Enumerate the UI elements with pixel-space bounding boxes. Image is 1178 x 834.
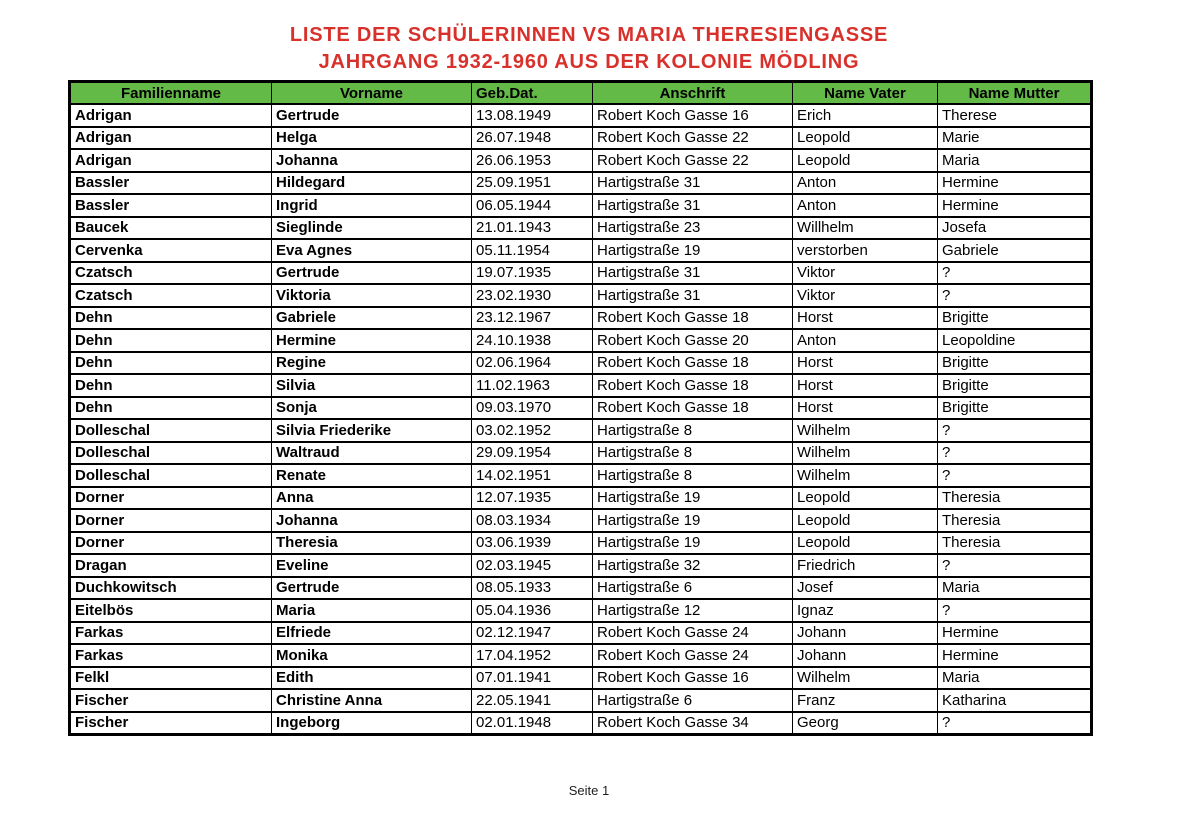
cell-name-mutter: Hermine xyxy=(938,622,1092,645)
cell-geb-dat: 24.10.1938 xyxy=(472,329,593,352)
cell-vorname: Regine xyxy=(272,352,472,375)
cell-anschrift: Hartigstraße 31 xyxy=(593,262,793,285)
cell-vorname: Johanna xyxy=(272,509,472,532)
table-row xyxy=(70,689,1092,712)
table-row xyxy=(70,127,1092,150)
cell-name-vater: Horst xyxy=(793,307,938,330)
cell-name-vater: Anton xyxy=(793,172,938,195)
cell-anschrift: Robert Koch Gasse 24 xyxy=(593,644,793,667)
cell-name-vater: Leopold xyxy=(793,532,938,555)
cell-familienname: Adrigan xyxy=(70,149,272,172)
cell-geb-dat: 06.05.1944 xyxy=(472,194,593,217)
cell-name-mutter: ? xyxy=(938,554,1092,577)
cell-name-mutter: ? xyxy=(938,442,1092,465)
table-row xyxy=(70,554,1092,577)
cell-familienname: Czatsch xyxy=(70,284,272,307)
col-header-geb-dat: Geb.Dat. xyxy=(472,82,593,105)
col-header-familienname: Familienname xyxy=(70,82,272,105)
table-row xyxy=(70,442,1092,465)
cell-vorname: Elfriede xyxy=(272,622,472,645)
cell-anschrift: Robert Koch Gasse 16 xyxy=(593,104,793,127)
cell-name-mutter: Brigitte xyxy=(938,352,1092,375)
document-title xyxy=(0,22,1178,76)
cell-familienname: Dolleschal xyxy=(70,464,272,487)
table-row xyxy=(70,599,1092,622)
cell-vorname: Anna xyxy=(272,487,472,510)
table-row xyxy=(70,509,1092,532)
cell-familienname: Dolleschal xyxy=(70,442,272,465)
cell-vorname: Silvia xyxy=(272,374,472,397)
cell-name-vater: Friedrich xyxy=(793,554,938,577)
table-row xyxy=(70,712,1092,735)
col-header-vorname: Vorname xyxy=(272,82,472,105)
cell-geb-dat: 23.02.1930 xyxy=(472,284,593,307)
cell-familienname: Dorner xyxy=(70,509,272,532)
cell-name-vater: Willhelm xyxy=(793,217,938,240)
table-row xyxy=(70,329,1092,352)
cell-familienname: Dolleschal xyxy=(70,419,272,442)
cell-familienname: Eitelbös xyxy=(70,599,272,622)
cell-familienname: Farkas xyxy=(70,644,272,667)
cell-geb-dat: 14.02.1951 xyxy=(472,464,593,487)
cell-anschrift: Hartigstraße 6 xyxy=(593,689,793,712)
cell-geb-dat: 25.09.1951 xyxy=(472,172,593,195)
table-row xyxy=(70,667,1092,690)
cell-anschrift: Robert Koch Gasse 16 xyxy=(593,667,793,690)
cell-name-vater: Josef xyxy=(793,577,938,600)
cell-geb-dat: 03.06.1939 xyxy=(472,532,593,555)
table-row xyxy=(70,487,1092,510)
cell-familienname: Dragan xyxy=(70,554,272,577)
cell-vorname: Edith xyxy=(272,667,472,690)
cell-anschrift: Robert Koch Gasse 18 xyxy=(593,352,793,375)
cell-geb-dat: 12.07.1935 xyxy=(472,487,593,510)
title-line-1: LISTE DER SCHÜLERINNEN VS MARIA THERESIENGASSE xyxy=(289,24,889,46)
cell-name-mutter: ? xyxy=(938,599,1092,622)
cell-name-mutter: Hermine xyxy=(938,644,1092,667)
cell-name-vater: Wilhelm xyxy=(793,442,938,465)
cell-anschrift: Hartigstraße 32 xyxy=(593,554,793,577)
cell-name-mutter: Maria xyxy=(938,667,1092,690)
table-row xyxy=(70,644,1092,667)
cell-anschrift: Hartigstraße 19 xyxy=(593,509,793,532)
title-line-2: JAHRGANG 1932-1960 AUS DER KOLONIE MÖDLING xyxy=(318,51,860,73)
cell-name-vater: Wilhelm xyxy=(793,667,938,690)
cell-familienname: Adrigan xyxy=(70,104,272,127)
table-row xyxy=(70,374,1092,397)
table-row xyxy=(70,464,1092,487)
cell-name-vater: Leopold xyxy=(793,509,938,532)
cell-geb-dat: 23.12.1967 xyxy=(472,307,593,330)
table-row xyxy=(70,577,1092,600)
cell-name-vater: Ignaz xyxy=(793,599,938,622)
cell-vorname: Ingrid xyxy=(272,194,472,217)
cell-vorname: Helga xyxy=(272,127,472,150)
cell-vorname: Monika xyxy=(272,644,472,667)
cell-name-mutter: Leopoldine xyxy=(938,329,1092,352)
cell-name-mutter: Brigitte xyxy=(938,374,1092,397)
cell-name-vater: Leopold xyxy=(793,149,938,172)
cell-familienname: Dehn xyxy=(70,352,272,375)
cell-name-mutter: Maria xyxy=(938,577,1092,600)
cell-name-mutter: Maria xyxy=(938,149,1092,172)
cell-geb-dat: 05.04.1936 xyxy=(472,599,593,622)
table-row xyxy=(70,194,1092,217)
col-header-name-mutter: Name Mutter xyxy=(938,82,1092,105)
cell-anschrift: Robert Koch Gasse 18 xyxy=(593,397,793,420)
cell-geb-dat: 17.04.1952 xyxy=(472,644,593,667)
cell-familienname: Bassler xyxy=(70,194,272,217)
cell-name-mutter: ? xyxy=(938,712,1092,735)
cell-vorname: Gabriele xyxy=(272,307,472,330)
cell-name-vater: Leopold xyxy=(793,487,938,510)
cell-name-vater: Wilhelm xyxy=(793,464,938,487)
cell-vorname: Christine Anna xyxy=(272,689,472,712)
cell-familienname: Fischer xyxy=(70,689,272,712)
cell-name-mutter: ? xyxy=(938,419,1092,442)
cell-geb-dat: 19.07.1935 xyxy=(472,262,593,285)
cell-name-vater: verstorben xyxy=(793,239,938,262)
cell-anschrift: Hartigstraße 19 xyxy=(593,487,793,510)
cell-familienname: Dehn xyxy=(70,307,272,330)
cell-anschrift: Robert Koch Gasse 22 xyxy=(593,149,793,172)
cell-familienname: Fischer xyxy=(70,712,272,735)
cell-vorname: Sonja xyxy=(272,397,472,420)
cell-anschrift: Hartigstraße 31 xyxy=(593,284,793,307)
cell-name-mutter: Hermine xyxy=(938,172,1092,195)
cell-geb-dat: 08.03.1934 xyxy=(472,509,593,532)
cell-anschrift: Hartigstraße 6 xyxy=(593,577,793,600)
cell-vorname: Silvia Friederike xyxy=(272,419,472,442)
table-row xyxy=(70,532,1092,555)
table-row xyxy=(70,172,1092,195)
cell-name-vater: Viktor xyxy=(793,262,938,285)
cell-name-vater: Horst xyxy=(793,352,938,375)
table-row xyxy=(70,307,1092,330)
cell-name-vater: Georg xyxy=(793,712,938,735)
cell-familienname: Dehn xyxy=(70,374,272,397)
cell-anschrift: Robert Koch Gasse 24 xyxy=(593,622,793,645)
cell-geb-dat: 02.06.1964 xyxy=(472,352,593,375)
cell-anschrift: Hartigstraße 31 xyxy=(593,172,793,195)
cell-anschrift: Hartigstraße 31 xyxy=(593,194,793,217)
header-row xyxy=(70,82,1092,105)
cell-geb-dat: 02.01.1948 xyxy=(472,712,593,735)
cell-name-mutter: Josefa xyxy=(938,217,1092,240)
cell-familienname: Adrigan xyxy=(70,127,272,150)
cell-vorname: Hermine xyxy=(272,329,472,352)
cell-familienname: Farkas xyxy=(70,622,272,645)
cell-anschrift: Robert Koch Gasse 22 xyxy=(593,127,793,150)
cell-vorname: Sieglinde xyxy=(272,217,472,240)
col-header-anschrift: Anschrift xyxy=(593,82,793,105)
cell-familienname: Felkl xyxy=(70,667,272,690)
cell-name-mutter: ? xyxy=(938,284,1092,307)
cell-anschrift: Hartigstraße 8 xyxy=(593,442,793,465)
cell-name-vater: Franz xyxy=(793,689,938,712)
cell-name-mutter: Brigitte xyxy=(938,307,1092,330)
cell-name-vater: Wilhelm xyxy=(793,419,938,442)
cell-anschrift: Hartigstraße 19 xyxy=(593,239,793,262)
cell-geb-dat: 02.12.1947 xyxy=(472,622,593,645)
table-row xyxy=(70,352,1092,375)
cell-familienname: Dehn xyxy=(70,329,272,352)
cell-anschrift: Robert Koch Gasse 34 xyxy=(593,712,793,735)
cell-name-mutter: Brigitte xyxy=(938,397,1092,420)
students-table xyxy=(68,80,1093,736)
cell-geb-dat: 26.06.1953 xyxy=(472,149,593,172)
page-number: Seite 1 xyxy=(568,783,610,798)
cell-name-mutter: Marie xyxy=(938,127,1092,150)
cell-vorname: Johanna xyxy=(272,149,472,172)
cell-anschrift: Hartigstraße 19 xyxy=(593,532,793,555)
cell-anschrift: Robert Koch Gasse 18 xyxy=(593,307,793,330)
table-row xyxy=(70,397,1092,420)
cell-geb-dat: 21.01.1943 xyxy=(472,217,593,240)
cell-name-vater: Horst xyxy=(793,374,938,397)
cell-name-mutter: Katharina xyxy=(938,689,1092,712)
cell-anschrift: Robert Koch Gasse 20 xyxy=(593,329,793,352)
cell-name-vater: Johann xyxy=(793,622,938,645)
cell-geb-dat: 08.05.1933 xyxy=(472,577,593,600)
cell-geb-dat: 13.08.1949 xyxy=(472,104,593,127)
table-row xyxy=(70,149,1092,172)
cell-familienname: Czatsch xyxy=(70,262,272,285)
cell-name-vater: Erich xyxy=(793,104,938,127)
cell-vorname: Gertrude xyxy=(272,577,472,600)
cell-vorname: Hildegard xyxy=(272,172,472,195)
cell-name-mutter: ? xyxy=(938,262,1092,285)
cell-vorname: Eva Agnes xyxy=(272,239,472,262)
table-row xyxy=(70,239,1092,262)
cell-geb-dat: 26.07.1948 xyxy=(472,127,593,150)
table-row xyxy=(70,284,1092,307)
cell-anschrift: Hartigstraße 12 xyxy=(593,599,793,622)
cell-familienname: Cervenka xyxy=(70,239,272,262)
cell-name-vater: Anton xyxy=(793,329,938,352)
cell-familienname: Dorner xyxy=(70,487,272,510)
cell-geb-dat: 22.05.1941 xyxy=(472,689,593,712)
cell-geb-dat: 11.02.1963 xyxy=(472,374,593,397)
cell-vorname: Viktoria xyxy=(272,284,472,307)
cell-vorname: Renate xyxy=(272,464,472,487)
cell-vorname: Eveline xyxy=(272,554,472,577)
cell-anschrift: Hartigstraße 8 xyxy=(593,464,793,487)
cell-anschrift: Hartigstraße 23 xyxy=(593,217,793,240)
cell-vorname: Maria xyxy=(272,599,472,622)
cell-name-mutter: Hermine xyxy=(938,194,1092,217)
table-row xyxy=(70,262,1092,285)
cell-vorname: Gertrude xyxy=(272,262,472,285)
cell-name-mutter: Therese xyxy=(938,104,1092,127)
cell-familienname: Duchkowitsch xyxy=(70,577,272,600)
cell-name-mutter: Gabriele xyxy=(938,239,1092,262)
col-header-name-vater: Name Vater xyxy=(793,82,938,105)
cell-geb-dat: 07.01.1941 xyxy=(472,667,593,690)
cell-name-vater: Horst xyxy=(793,397,938,420)
cell-familienname: Baucek xyxy=(70,217,272,240)
cell-geb-dat: 02.03.1945 xyxy=(472,554,593,577)
cell-familienname: Dehn xyxy=(70,397,272,420)
cell-geb-dat: 05.11.1954 xyxy=(472,239,593,262)
cell-name-vater: Viktor xyxy=(793,284,938,307)
cell-vorname: Ingeborg xyxy=(272,712,472,735)
cell-name-vater: Leopold xyxy=(793,127,938,150)
cell-vorname: Waltraud xyxy=(272,442,472,465)
cell-vorname: Gertrude xyxy=(272,104,472,127)
table-row xyxy=(70,622,1092,645)
cell-geb-dat: 03.02.1952 xyxy=(472,419,593,442)
table-row xyxy=(70,104,1092,127)
cell-geb-dat: 29.09.1954 xyxy=(472,442,593,465)
cell-anschrift: Hartigstraße 8 xyxy=(593,419,793,442)
table-row xyxy=(70,217,1092,240)
cell-vorname: Theresia xyxy=(272,532,472,555)
cell-name-mutter: Theresia xyxy=(938,532,1092,555)
cell-name-mutter: ? xyxy=(938,464,1092,487)
table-row xyxy=(70,419,1092,442)
cell-familienname: Bassler xyxy=(70,172,272,195)
cell-name-vater: Anton xyxy=(793,194,938,217)
cell-name-mutter: Theresia xyxy=(938,509,1092,532)
cell-name-vater: Johann xyxy=(793,644,938,667)
cell-anschrift: Robert Koch Gasse 18 xyxy=(593,374,793,397)
cell-geb-dat: 09.03.1970 xyxy=(472,397,593,420)
cell-familienname: Dorner xyxy=(70,532,272,555)
cell-name-mutter: Theresia xyxy=(938,487,1092,510)
